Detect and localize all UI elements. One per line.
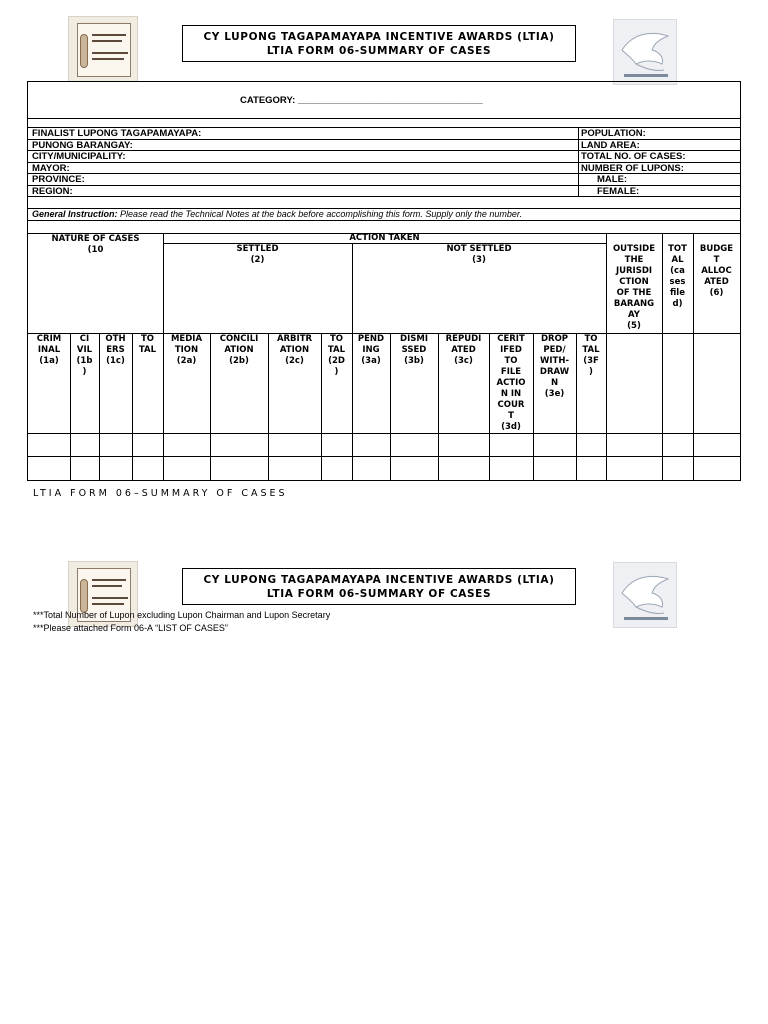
col-arbitration: ARBITR ATION (2c): [276, 334, 313, 366]
header-nature-of-cases: [28, 234, 163, 256]
col-dismissed: DISMI SSED (3b): [400, 334, 428, 366]
instruction-text: Please read the Technical Notes at the back before accomplishing this form. Supply only the number.: [117, 209, 523, 219]
field-population: POPULATION:: [581, 128, 646, 139]
col-conciliation: CONCILI ATION (2b): [219, 334, 259, 366]
category-label: CATEGORY: ___________________________________: [240, 95, 483, 106]
field-land-area: LAND AREA:: [581, 140, 640, 151]
header-not-settled: [352, 244, 606, 266]
col-total-1: TO TAL: [138, 334, 157, 355]
general-instruction: [32, 209, 522, 220]
col-others: OTH ERS (1c): [105, 334, 126, 366]
note-total-lupon: ***Total Number of Lupon excluding Lupon Chairman and Lupon Secretary: [33, 610, 331, 620]
note-attach-form: ***Please attached Form 06-A “LIST OF CASES”: [33, 623, 228, 633]
form-title-line2-repeat: LTIA FORM 06-SUMMARY OF CASES: [266, 588, 492, 600]
nature-of-cases-number: (10: [87, 245, 104, 255]
not-settled-label: NOT SETTLED: [446, 244, 512, 254]
header-outside-jurisdiction: OUTSIDE THE JURISDI CTION OF THE BARANG AY (5): [612, 244, 656, 331]
col-total-2: TO TAL (2D ): [327, 334, 346, 377]
field-finalist-lupon: FINALIST LUPONG TAGAPAMAYAPA:: [32, 128, 202, 139]
header-settled: [163, 244, 352, 266]
summary-form: [27, 81, 741, 481]
page-footer-title: LTIA FORM 06–SUMMARY OF CASES: [33, 488, 288, 499]
header-budget-allocated: BUDGE T ALLOC ATED (6): [699, 244, 734, 298]
settled-label: SETTLED: [236, 244, 279, 254]
header-total-cases-filed: TOT AL (ca ses file d): [668, 244, 687, 309]
col-civil: CI VIL (1b ): [76, 334, 93, 377]
field-total-cases: TOTAL NO. OF CASES:: [581, 151, 686, 162]
col-total-3: TO TAL (3F ): [582, 334, 600, 377]
form-title-box: [182, 25, 576, 62]
col-pending: PEND ING (3a): [357, 334, 385, 366]
field-mayor: MAYOR:: [32, 163, 70, 174]
dove-logo-right-repeat: [613, 562, 677, 628]
field-city-municipality: CITY/MUNICIPALITY:: [32, 151, 126, 162]
instruction-label: General Instruction:: [32, 209, 118, 219]
not-settled-number: (3): [472, 255, 486, 265]
field-punong-barangay: PUNONG BARANGAY:: [32, 140, 133, 151]
field-number-of-lupons: NUMBER OF LUPONS:: [581, 163, 684, 174]
col-mediation: MEDIA TION (2a): [170, 334, 203, 366]
form-title-line1: CY LUPONG TAGAPAMAYAPA INCENTIVE AWARDS (LTIA): [203, 31, 555, 43]
col-certified-to-file: CERIT IFED TO FILE ACTIO N IN COUR T (3d): [496, 334, 526, 432]
field-region: REGION:: [32, 186, 73, 197]
field-province: PROVINCE:: [32, 174, 85, 185]
dove-logo-right: [613, 19, 677, 85]
nature-of-cases-label: NATURE OF CASES: [51, 234, 140, 244]
form-title-line2: LTIA FORM 06-SUMMARY OF CASES: [266, 45, 492, 57]
field-male: MALE:: [597, 174, 628, 185]
header-action-taken: ACTION TAKEN: [349, 233, 420, 243]
field-female: FEMALE:: [597, 186, 640, 197]
ltia-logo-left: [68, 16, 138, 82]
settled-number: (2): [250, 255, 265, 265]
col-repudiated: REPUDI ATED (3c): [445, 334, 482, 366]
form-title-line1-repeat: CY LUPONG TAGAPAMAYAPA INCENTIVE AWARDS (LTIA): [203, 574, 555, 586]
col-dropped-withdrawn: DROP PED/ WITH- DRAW N (3e): [539, 334, 570, 399]
form-title-box-repeat: [182, 568, 576, 605]
col-criminal: CRIM INAL (1a): [36, 334, 62, 366]
